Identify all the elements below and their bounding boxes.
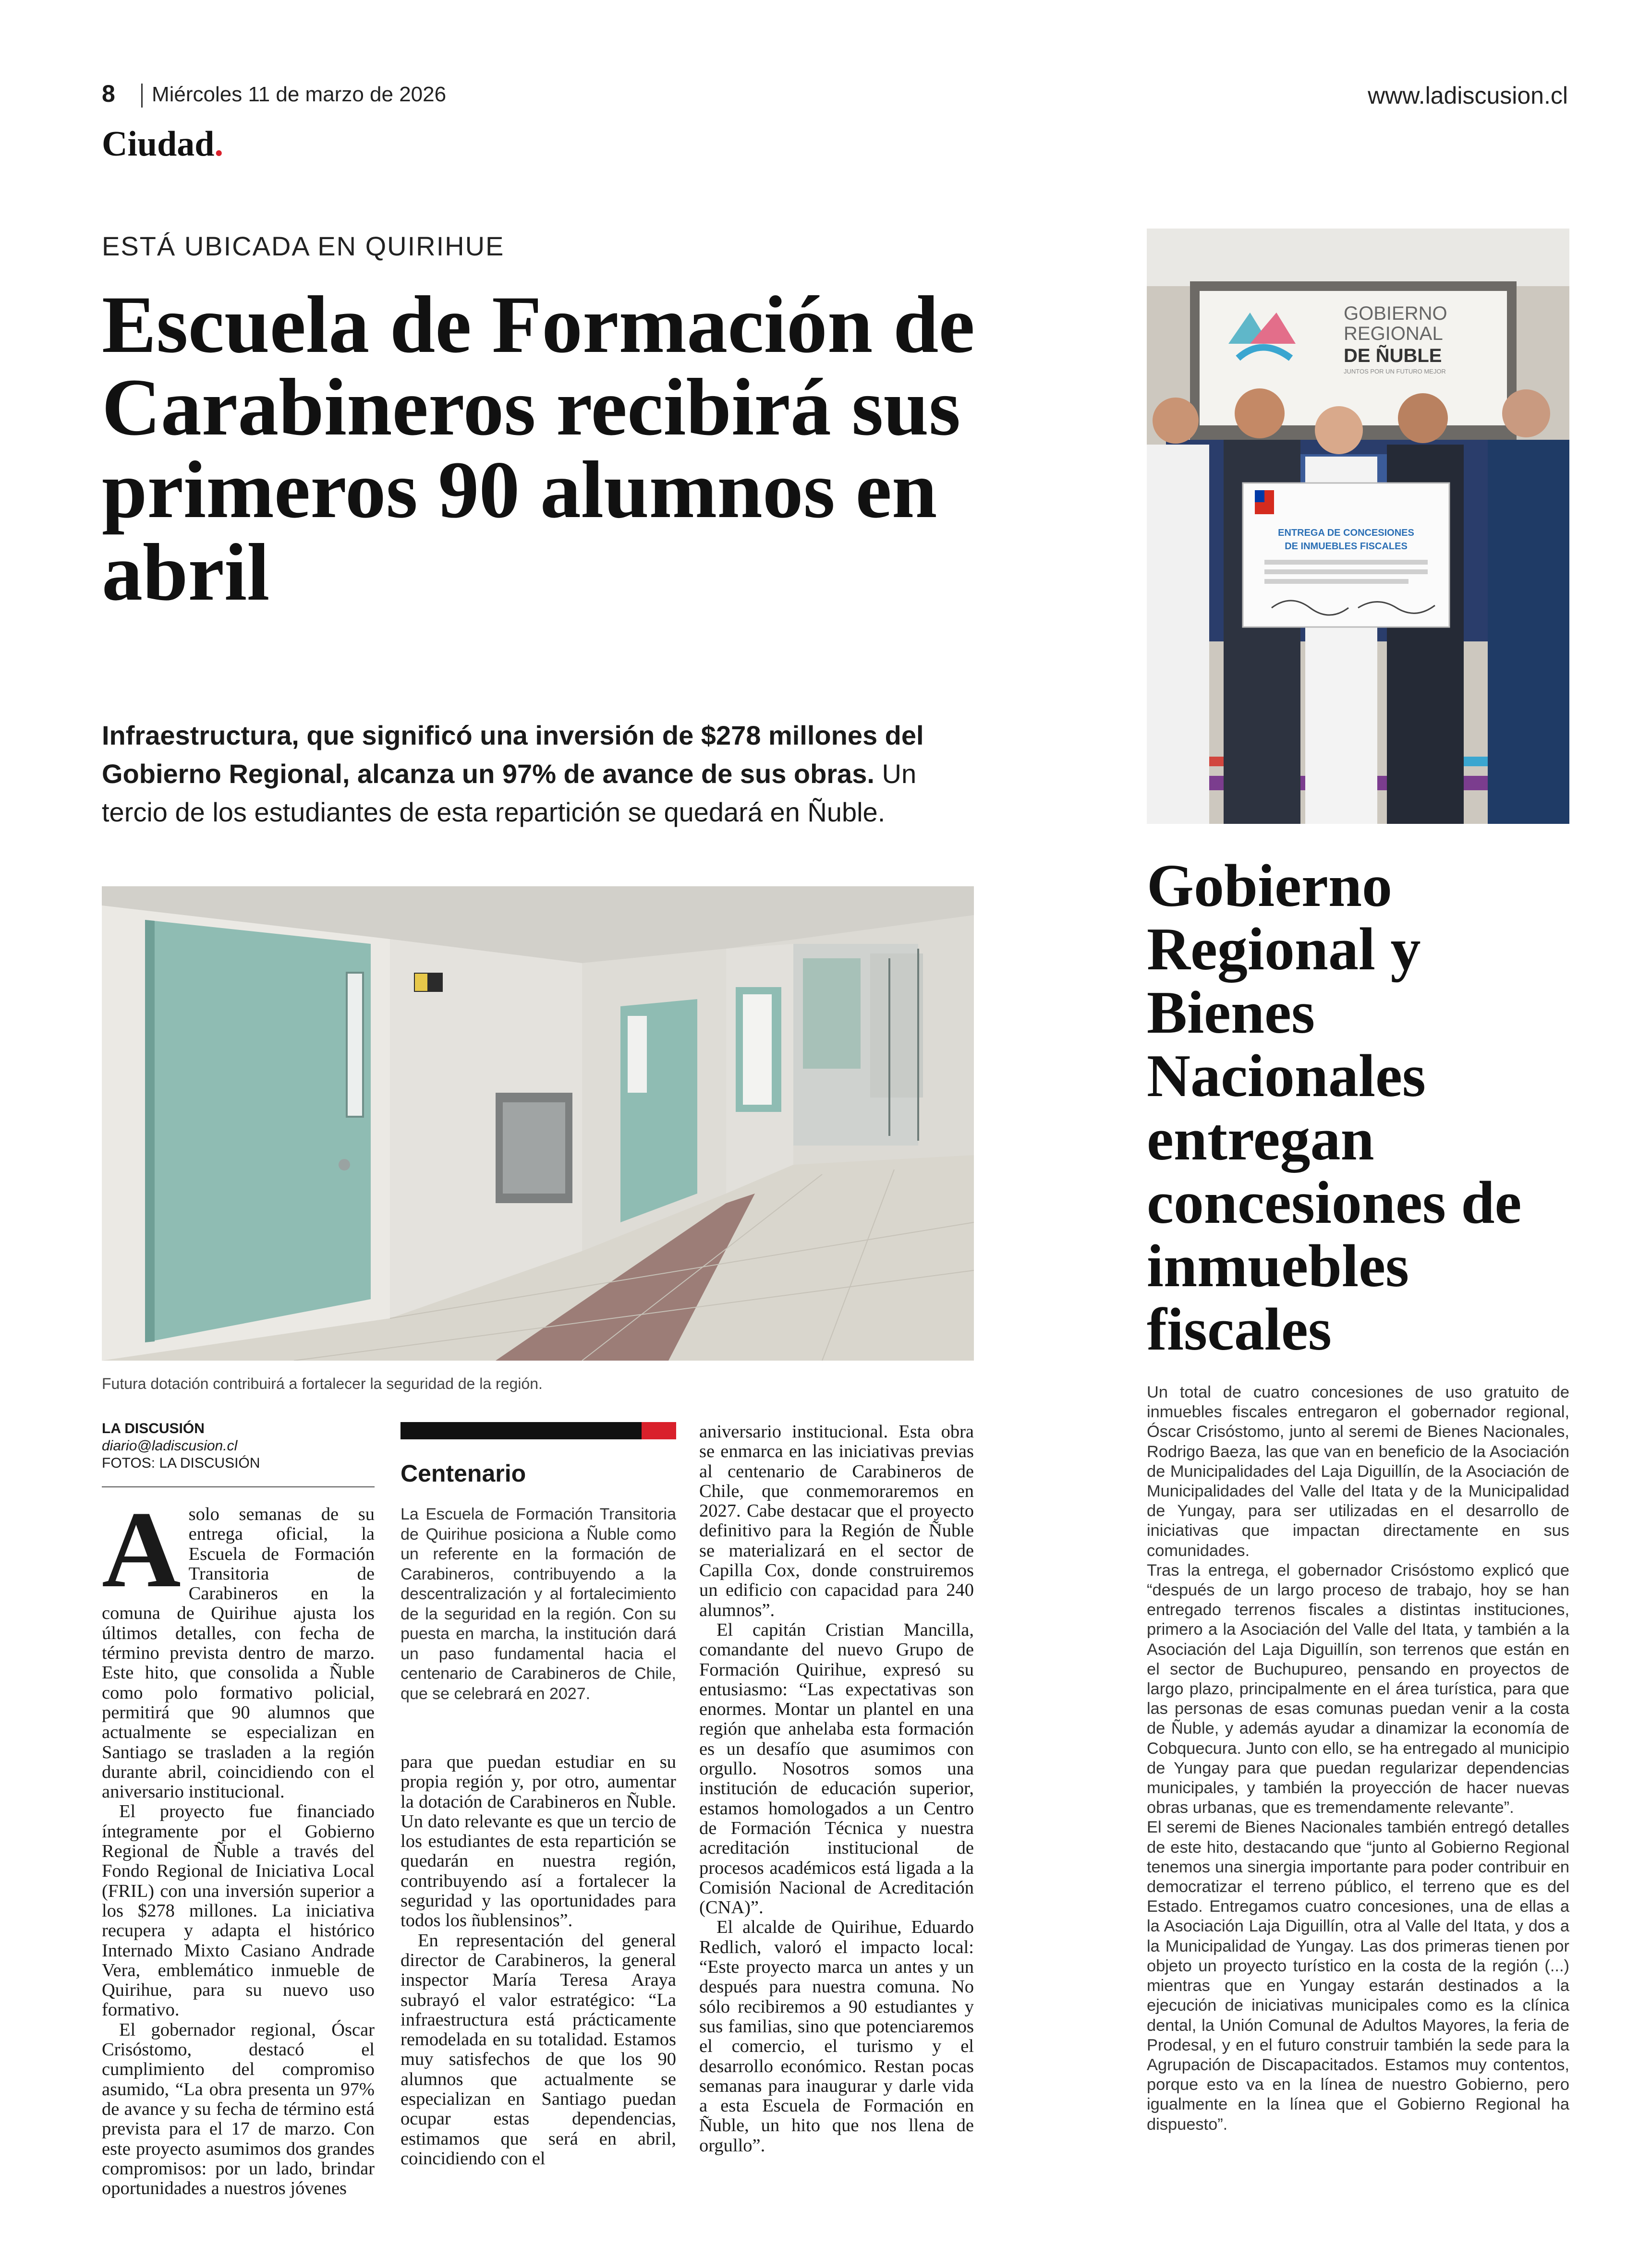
article-column-3 <box>699 1422 974 2156</box>
corridor-photo <box>102 886 974 1361</box>
byline-name: LA DISCUSIÓN <box>102 1421 205 1436</box>
website-url[interactable]: www.ladiscusion.cl <box>1368 82 1568 109</box>
sign-text-1: GOBIERNO <box>1344 303 1447 324</box>
byline <box>102 1420 375 1487</box>
side-article-body <box>1147 1383 1569 2135</box>
section-dot: . <box>214 124 223 164</box>
article-headline: Escuela de Formación de Carabineros recibirá sus primeros 90 alumnos en abril <box>102 279 975 617</box>
box-rule-accent <box>642 1422 676 1439</box>
side-article-headline: Gobierno Regional y Bienes Nacionales entregan concesiones de inmuebles fiscales <box>1147 853 1522 1363</box>
side-paragraph: Un total de cuatro concesiones de uso gratuito de inmuebles fiscales entregaron el gobernador regional, Óscar Crisóstomo, junto al seremi de Bienes Nacionales, Rodrigo Baeza, las que van en beneficio de la Asociación de Municipalidades del Laja Diguillín, de la Asociación de Municipalidades del Valle del Itata y de la Municipalidad de Yungay, para ser utilizadas en el desarrollo de iniciativas que impactan directamente en sus comunidades. <box>1147 1383 1569 1560</box>
certificate-title-2: DE INMUEBLES FISCALES <box>1285 541 1408 552</box>
article-column-2 <box>401 1752 676 2169</box>
article-lede <box>102 716 985 832</box>
header-divider <box>141 84 143 108</box>
side-paragraph: El seremi de Bienes Nacionales también entregó detalles de este hito, destacando que “junto al Gobierno Regional tenemos una sinergia importante para poder contribuir en democratizar el terreno público, el terreno que es del Estado. Entregamos cuatro concesiones, una de ellas a la Asociación Laja Diguillín, otra al Valle del Itata, y dos a la Municipalidad de Yungay. Las dos primeras tienen por objeto un proyecto turístico en la costa de la región (...) mientras que en Yungay estarán destinados a la ejecución de iniciativas municipales como es la clínica dental, la Unión Comunal de Adultos Mayores, la feria de Prodesal, y en el futuro construir también la sede para la Agrupación de Discapacitados. Estamos muy contentos, porque esto va en la línea de nuestro Gobierno, pero igualmente en la línea que el Gobierno Regional ha dispuesto”. <box>1147 1818 1569 2134</box>
paragraph-text: solo semanas de su entrega oficial, la Escuela de Formación Transitoria de Carabineros en la comuna de Quirihue ajusta los últimos detalles, con fecha de término prevista dentro de marzo. Este hito, que consolida a Ñuble como polo formativo policial, permitirá que 90 alumnos que actualmente se especializan en Santiago se trasladen a la región durante abril, coincidiendo con el aniversario institucional. <box>102 1504 375 1802</box>
article-kicker: ESTÁ UBICADA EN QUIRIHUE <box>102 231 505 261</box>
sidebar-box-title: Centenario <box>401 1460 526 1487</box>
page-number: 8 <box>102 80 115 107</box>
byline-email[interactable]: diario@ladiscusion.cl <box>102 1438 238 1454</box>
lede-rest: Un tercio de los estudiantes de esta repartición se quedará en Ñuble. <box>102 759 917 827</box>
publication-date: Miércoles 11 de marzo de 2026 <box>152 83 447 106</box>
article-paragraph: El alcalde de Quirihue, Eduardo Redlich, valoró el impacto local: “Este proyecto marca un antes y un después para nuestra comuna. No sólo recibiremos a 90 estudiantes y sus familias, sino que potenciaremos el comercio, el turismo y el desarrollo económico. Restan pocas semanas para inaugurar y darle vida a esta Escuela de Formación en Ñuble, un hito que nos llena de orgullo”. <box>699 1917 974 2156</box>
side-paragraph: Tras la entrega, el gobernador Crisóstomo explicó que “después de un largo proceso de trabajo, hoy se han entregado terrenos fiscales a distintas instituciones, primero a la Asociación del Valle del Itata, y también a la Asociación del Laja Diguillín, son terrenos que están en el sector de Buchupureo, pensando en proyectos de largo plazo, principalmente en el área turística, para que las personas de esas comunas puedan venir a la costa de Ñuble, y además ayudar a dinamizar la economía de Cobquecura. Junto con ello, se ha entregado al municipio de Yungay para que puedan regularizar dependencias municipales, y también la proyección de hacer nuevas obras urbanas, que es tremendamente relevante”. <box>1147 1561 1569 1817</box>
sign-tagline: JUNTOS POR UN FUTURO MEJOR <box>1344 368 1446 375</box>
lede-bold: Infraestructura, que significó una inversión de $278 millones del Gobierno Regional, alcanza un 97% de avance de sus obras. <box>102 720 924 789</box>
section-name: Ciudad <box>102 124 215 164</box>
byline-photos: FOTOS: LA DISCUSIÓN <box>102 1455 260 1471</box>
article-paragraph: El capitán Cristian Mancilla, comandante del nuevo Grupo de Formación Quirihue, expresó su entusiasmo: “Las expectativas son enormes. Montar un plantel en una región que anhelaba esta formación es un desafío que asumimos con orgullo. Nosotros somos una institución de educación superior, estamos homologados a un Centro de Formación Técnica y nuestra acreditación institucional de procesos académicos está ligada a la Comisión Nacional de Acreditación (CNA)”. <box>699 1619 974 1918</box>
sign-text-3: DE ÑUBLE <box>1344 345 1442 366</box>
box-rule <box>401 1422 676 1439</box>
article-paragraph: aniversario institucional. Esta obra se enmarca en las iniciativas previas al centenario de Carabineros de Chile, que conmemoraremos en 2027. Cabe destacar que el proyecto definitivo para la Región de Ñuble se materializará en el sector de Capilla Cox, donde construiremos un edificio con capacidad para 240 alumnos”. <box>699 1422 974 1620</box>
sign-text-2: REGIONAL <box>1344 323 1443 344</box>
certificate-title-1: ENTREGA DE CONCESIONES <box>1278 528 1414 538</box>
photo-caption: Futura dotación contribuirá a fortalecer la seguridad de la región. <box>102 1375 543 1392</box>
article-paragraph: El proyecto fue financiado íntegramente por el Gobierno Regional de Ñuble a través del Fondo Regional de Iniciativa Local (FRIL) con una inversión superior a los $278 millones. La iniciativa recupera y adapta el histórico Internado Mixto Casiano Andrade Vera, emblemático inmueble de Quirihue, para su nuevo uso formativo. <box>102 1801 375 2020</box>
article-paragraph <box>102 1489 375 1802</box>
drop-cap: A <box>102 1489 181 1610</box>
section-title <box>102 124 223 165</box>
sidebar-box-text: La Escuela de Formación Transitoria de Quirihue posiciona a Ñuble como un referente en la formación de Carabineros, contribuyendo a la descentralización y al fortalecimiento de la seguridad en la región. Con su puesta en marcha, la institución dará un paso fundamental hacia el centenario de Carabineros de Chile, que se celebrará en 2027. <box>401 1505 676 1703</box>
article-paragraph: El gobernador regional, Óscar Crisóstomo, destacó el cumplimiento del compromiso asumido, “La obra presenta un 97% de avance y su fecha de término está prevista para el 17 de marzo. Con este proyecto asumimos dos grandes compromisos: por un lado, brindar oportunidades a nuestros jóvenes <box>102 2019 375 2199</box>
article-paragraph: En representación del general director de Carabineros, la general inspector María Teresa Araya subrayó el valor estratégico: “La infraestructura está prácticamente remodelada en su totalidad. Estamos muy satisfechos de que los 90 alumnos que actualmente se especializan en Santiago puedan ocupar estas dependencias, estimamos que será en abril, coincidiendo con el <box>401 1930 676 2169</box>
article-column-1 <box>102 1489 375 2199</box>
article-paragraph: para que puedan estudiar en su propia región y, por otro, aumentar la dotación de Carabineros en Ñuble. Un dato relevante es que un tercio de los estudiantes de esta repartición se quedarán en nuestra región, contribuyendo así a fortalecer la seguridad y las oportunidades para todos los ñublensinos”. <box>401 1752 676 1931</box>
ceremony-photo <box>1147 229 1569 824</box>
